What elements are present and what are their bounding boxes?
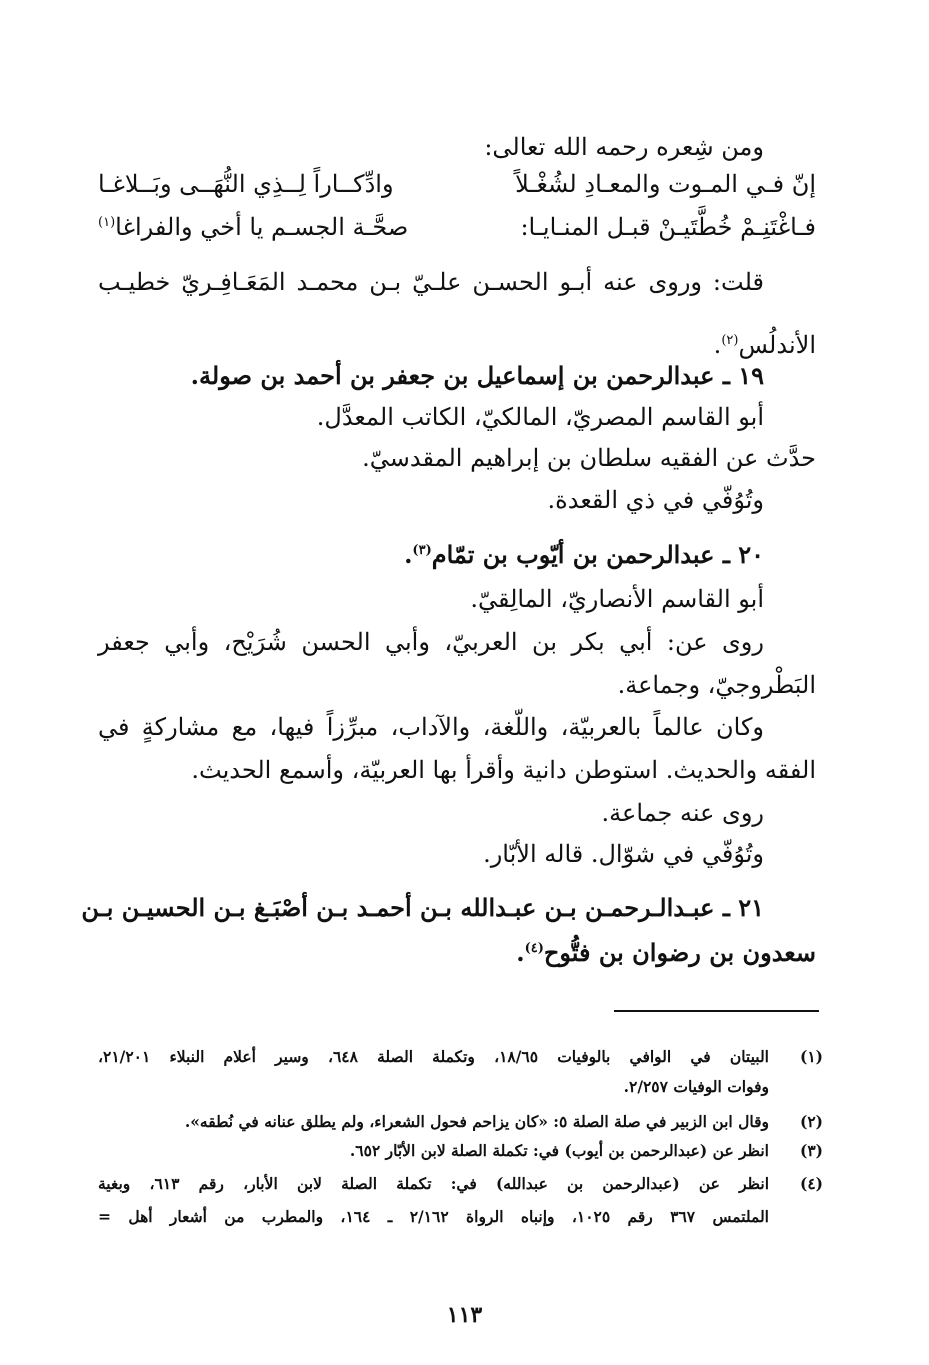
footnote-4-line2: الملتمس ٣٦٧ رقم ١٠٢٥، وإنباه الرواة ٢/١٦٢ ـ ١٦٤، والمطرب من أشعار أهل = — [98, 1207, 769, 1226]
entry20-heading-text: ٢٠ ـ عبدالرحمن بن أيّوب بن تمّام — [431, 540, 764, 569]
entry20-heading — [98, 537, 764, 573]
footnote-ref-2: (٢) — [721, 333, 739, 348]
verse2-first-hemistich: فـاغْتَنِـمْ خُطَّتَيـنْ قبـل المنـايـا: — [520, 213, 816, 241]
entry21-heading-text: سعدون بن رضوان بن فتُّوح — [543, 938, 816, 967]
footnote-2-number: (٢) — [799, 1112, 823, 1131]
entry20-line1: أبو القاسم الأنصاريّ، المالِقيّ. — [470, 585, 764, 613]
footnote-ref-1: (١) — [98, 215, 116, 230]
entry21-heading-line2 — [98, 935, 816, 971]
entry19-line3: وتُوُفّي في ذي القعدة. — [547, 486, 764, 514]
entry19-line1: أبو القاسم المصريّ، المالكيّ، الكاتب المعدَّل. — [316, 403, 764, 431]
entry20-line6: روى عنه جماعة. — [601, 799, 764, 827]
verse1-second-hemistich: وادِّكــاراً لِــذِي النُّهَــى وبَــلاغـا — [98, 170, 394, 198]
footnote-2-line1: وقال ابن الزبير في صلة الصلة ٥: «كان يزاحم فحول الشعراء، ولم يطلق عنانه في نُطقه». — [184, 1112, 769, 1131]
footnote-1-line1: البيتان في الوافي بالوفيات ١٨/٦٥، وتكملة الصلة ٦٤٨، وسير أعلام النبلاء ٢١/٢٠١، — [98, 1047, 769, 1066]
verse2-second-hemistich — [98, 209, 408, 245]
footnote-4-line1: انظر عن (عبدالرحمن بن عبدالله) في: تكملة الصلة لابن الأبار، رقم ٦١٣، وبغية — [98, 1174, 769, 1193]
entry20-heading-end: . — [404, 540, 413, 569]
footnote-1-line2: وفوات الوفيات ٢/٢٥٧. — [623, 1077, 769, 1096]
entry20-line7: وتُوُفّي في شوّال. قاله الأبّار. — [483, 840, 764, 868]
qult-line-1: قلت: وروى عنه أبـو الحسـن علـيّ بـن محمـد المَعَـافِـريّ خطيـب — [98, 268, 764, 296]
entry21-heading-end: . — [516, 938, 525, 967]
footnote-ref-3: (٣) — [412, 543, 432, 558]
entry20-line5: الفقه والحديث. استوطن دانية وأقرأ بها العربيّة، وأسمع الحديث. — [191, 756, 816, 784]
footnote-3-line1: انظر عن (عبدالرحمن بن أيوب) في: تكملة الصلة لابن الأبّار ٦٥٢. — [349, 1141, 769, 1160]
qult-line-2-text: الأندلُس — [738, 331, 816, 359]
footnote-3-number: (٣) — [799, 1141, 823, 1160]
entry19-heading: ١٩ ـ عبدالرحمن بن إسماعيل بن جعفر بن أحمد بن صولة. — [190, 361, 764, 390]
verse2-second-text: صحَّـة الجسـم يا أخي والفراغا — [115, 213, 409, 241]
entry20-line4: وكان عالماً بالعربيّة، واللّغة، والآداب، مبرِّزاً فيها، مع مشاركةٍ في — [98, 713, 764, 741]
entry19-line2: حدَّث عن الفقيه سلطان بن إبراهيم المقدسيّ. — [362, 444, 816, 472]
entry20-line3: البَطْروجيّ، وجماعة. — [617, 671, 816, 699]
entry20-line2: روى عن: أبي بكر بن العربيّ، وأبي الحسن شُرَيْح، وأبي جعفر — [98, 628, 764, 656]
footnote-separator — [614, 1010, 819, 1012]
footnote-4-number: (٤) — [799, 1174, 823, 1193]
verse1-first-hemistich: إنّ فـي المـوت والمعـادِ لشُغْـلاً — [515, 170, 816, 198]
qult-line-2-end: . — [713, 331, 722, 359]
entry21-heading-line1: ٢١ ـ عبـدالـرحمـن بـن عبـدالله بـن أحمـد بـن أصْبَـغ بـن الحسيـن بـن — [81, 893, 764, 922]
page-number: ١١٣ — [446, 1302, 483, 1328]
intro-line: ومن شِعره رحمه الله تعالى: — [484, 133, 764, 161]
footnote-1-number: (١) — [799, 1047, 823, 1066]
footnote-ref-4: (٤) — [524, 941, 544, 956]
